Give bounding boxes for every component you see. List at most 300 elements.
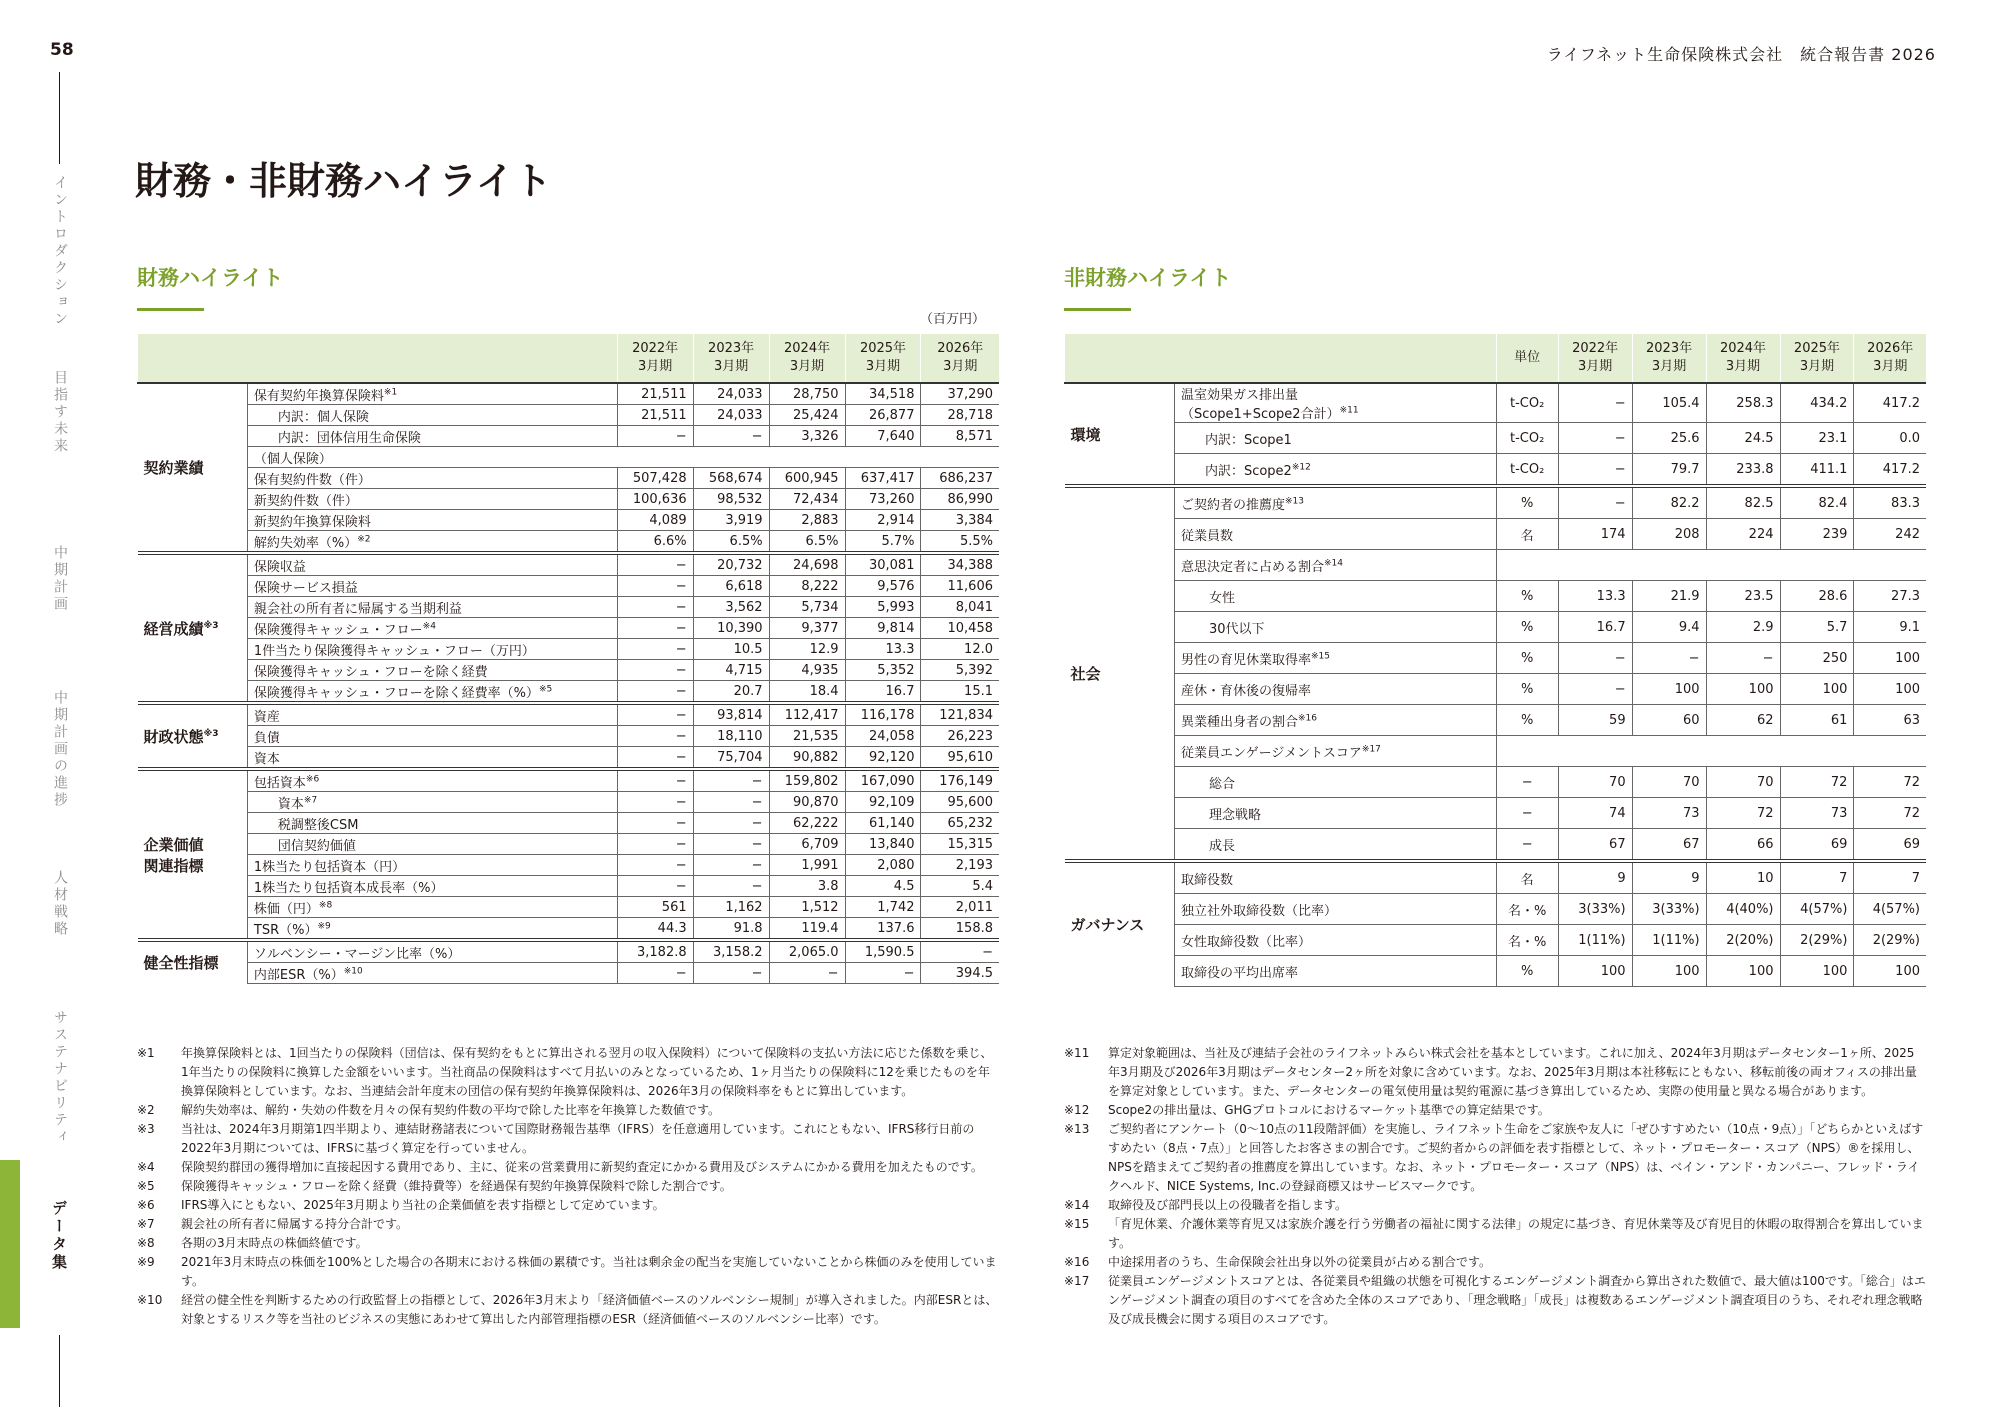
value-cell: 3.8	[769, 876, 845, 897]
value-cell: 1(11%)	[1558, 925, 1632, 956]
footnote-mark: ※5	[137, 1179, 155, 1193]
table-row	[1065, 798, 1927, 829]
value-cell: 69	[1854, 829, 1926, 862]
footnote-mark: ※2	[357, 534, 371, 545]
table-row	[138, 597, 1000, 618]
table-row	[138, 834, 1000, 855]
row-label	[1174, 829, 1496, 862]
value-cell: 98,532	[693, 489, 769, 510]
financial-section-title: 財務ハイライト	[137, 266, 284, 290]
value-cell: 18,110	[693, 726, 769, 747]
row-label	[247, 747, 617, 770]
value-cell: 9	[1632, 861, 1706, 894]
category-label: 環境	[1065, 383, 1175, 486]
value-cell: 82.4	[1780, 486, 1854, 519]
value-cell: −	[921, 940, 999, 963]
value-cell: 100	[1706, 674, 1780, 705]
footnote-mark: ※16	[1064, 1255, 1090, 1269]
row-label-text: （個人保険）	[253, 451, 332, 467]
footnote-mark: ※6	[305, 774, 320, 785]
value-cell: 3(33%)	[1558, 894, 1632, 925]
value-cell: −	[617, 726, 693, 747]
row-label	[1174, 705, 1496, 736]
value-cell: 258.3	[1706, 383, 1780, 423]
unit-cell: %	[1496, 643, 1558, 674]
footnote-text: 保険獲得キャッシュ・フローを除く経費（維持費等）を経過保有契約年換算保険料で除した割合です。	[181, 1179, 732, 1193]
footnote-mark: ※9	[137, 1255, 155, 1269]
row-label	[1174, 454, 1496, 487]
value-cell: 90,870	[769, 792, 845, 813]
table-row	[138, 747, 1000, 770]
footnote-mark: ※10	[343, 966, 363, 977]
footnote-text: 親会社の所有者に帰属する持分合計です。	[181, 1217, 409, 1231]
value-cell: 2,914	[845, 510, 921, 531]
row-label	[247, 855, 617, 876]
table-row	[138, 681, 1000, 704]
value-cell: 2(29%)	[1780, 925, 1854, 956]
category-name: 健全性指標	[143, 954, 219, 973]
value-cell: 28,750	[769, 383, 845, 405]
value-cell: 4(40%)	[1706, 894, 1780, 925]
sidebar-item[interactable]: サステナビリティ	[52, 1010, 68, 1146]
row-label-text: 取締役数	[1180, 872, 1233, 888]
value-cell: 3,182.8	[617, 940, 693, 963]
value-cell: 62	[1706, 705, 1780, 736]
table-row	[138, 447, 1000, 468]
footnote-mark: ※11	[1064, 1046, 1090, 1060]
row-label-text: 内訳：Scope1	[1204, 432, 1292, 448]
value-cell: 116,178	[845, 703, 921, 726]
category-label	[138, 383, 248, 553]
value-cell: 13.3	[1558, 581, 1632, 612]
value-cell: 9,377	[769, 618, 845, 639]
row-label-text: 親会社の所有者に帰属する当期利益	[253, 601, 462, 617]
row-label	[1174, 612, 1496, 643]
table-row	[1065, 829, 1927, 862]
footnote-text: 年換算保険料とは、1回当たりの保険料（団信は、保有契約をもとに算出される翌月の収入保険料）について保険料の支払い方法に応じた係数を乗じ、1年当たりの保険料に換算した金額をいいます。当社商品の保険料はすべて月払いのみとなっているため、1ヶ月当たりの保険料に12を乗じたものを年換算保険料としています。なお、当連結会計年度末の団信の保有契約年換算保険料は、2026年3月の保険料率をもとに算出しています。	[181, 1046, 993, 1098]
value-cell: 112,417	[769, 703, 845, 726]
footnote-text: 従業員エンゲージメントスコアとは、各従業員や組織の状態を可視化するエンゲージメント調査から算出された数値で、最大値は100です。「総合」はエンゲージメント調査の項目のすべてを含めた全体のスコアであり、「理念戦略」「成長」は複数あるエンゲージメント調査項目のうち、それぞれ理念戦略及び成長機会に関する項目のスコアです。	[1108, 1274, 1926, 1326]
row-label-text: TSR（%）	[253, 922, 318, 938]
row-label-text: 女性	[1208, 590, 1235, 606]
value-cell: 600,945	[769, 468, 845, 489]
category-label	[138, 769, 248, 940]
value-cell: 10,458	[921, 618, 999, 639]
value-cell: 4.5	[845, 876, 921, 897]
value-cell: 24,698	[769, 553, 845, 576]
row-label	[247, 897, 617, 918]
table-row	[1065, 767, 1927, 798]
footnote	[137, 1253, 999, 1291]
row-label	[247, 383, 617, 405]
nonfinancial-title-underline	[1064, 308, 1131, 311]
table-row	[138, 618, 1000, 639]
table-row	[138, 489, 1000, 510]
row-label	[1174, 861, 1496, 894]
value-cell: 27.3	[1854, 581, 1926, 612]
value-cell: 4,715	[693, 660, 769, 681]
value-cell: 686,237	[921, 468, 999, 489]
year-header: 2024年 3月期	[1706, 334, 1780, 383]
value-cell: 82.2	[1632, 486, 1706, 519]
row-label-text: 包括資本	[253, 775, 306, 791]
value-cell: −	[845, 963, 921, 984]
financial-footnotes	[137, 1044, 999, 1329]
row-label	[247, 681, 617, 704]
value-cell: 95,600	[921, 792, 999, 813]
category-label	[138, 703, 248, 769]
year-header: 2022年 3月期	[1558, 334, 1632, 383]
row-label	[1174, 519, 1496, 550]
table-row	[138, 963, 1000, 984]
value-cell: 1(11%)	[1632, 925, 1706, 956]
value-cell: 158.8	[921, 918, 999, 941]
value-cell: 176,149	[921, 769, 999, 792]
footnote-mark: ※4	[422, 621, 436, 632]
row-label-text: 解約失効率（%）	[253, 535, 358, 551]
footnote-mark: ※14	[1064, 1198, 1090, 1212]
footnote-text: 各期の3月末時点の株価終値です。	[181, 1236, 368, 1250]
row-label	[247, 618, 617, 639]
value-cell: 9.4	[1632, 612, 1706, 643]
footnote-mark: ※16	[1297, 713, 1317, 724]
footnote	[1064, 1272, 1926, 1329]
table-row	[1065, 643, 1927, 674]
value-cell: 11,606	[921, 576, 999, 597]
category-name: 企業価値 関連指標	[143, 835, 204, 875]
row-label	[1174, 550, 1496, 581]
category-label: ガバナンス	[1065, 861, 1175, 987]
sidebar-item[interactable]: データ集	[50, 1200, 68, 1272]
row-label	[1174, 674, 1496, 705]
row-label-text: 総合	[1208, 776, 1235, 792]
value-cell: 73,260	[845, 489, 921, 510]
value-cell: 2.9	[1706, 612, 1780, 643]
value-cell: 95,610	[921, 747, 999, 770]
footnote-mark: ※1	[383, 387, 398, 398]
value-cell: 100	[1780, 956, 1854, 987]
value-cell: 6.6%	[617, 531, 693, 554]
table-row	[1065, 612, 1927, 643]
value-cell: 37,290	[921, 383, 999, 405]
row-label-text: 1株当たり包括資本成長率（%）	[253, 880, 444, 896]
value-cell: 100,636	[617, 489, 693, 510]
value-cell: −	[617, 681, 693, 704]
value-cell: 239	[1780, 519, 1854, 550]
value-cell: 92,109	[845, 792, 921, 813]
value-cell: −	[1632, 643, 1706, 674]
footnote	[137, 1291, 999, 1329]
value-cell: −	[617, 747, 693, 770]
table-row	[138, 940, 1000, 963]
value-cell: 10,390	[693, 618, 769, 639]
value-cell: 86,990	[921, 489, 999, 510]
value-cell: 4,935	[769, 660, 845, 681]
table-row	[1065, 705, 1927, 736]
sidebar-item[interactable]: 人材戦略	[52, 870, 68, 938]
table-row	[138, 639, 1000, 660]
row-label-text: 内部ESR（%）	[253, 967, 344, 983]
footnote	[137, 1215, 999, 1234]
value-cell: 6,709	[769, 834, 845, 855]
value-cell: 5,734	[769, 597, 845, 618]
footnote-mark: ※12	[1291, 462, 1311, 473]
value-cell: 7	[1854, 861, 1926, 894]
row-label-text: 内訳：団体信用生命保険	[277, 430, 421, 446]
table-row	[138, 468, 1000, 489]
footnote-mark: ※6	[137, 1198, 155, 1212]
value-cell: 15.1	[921, 681, 999, 704]
table-row	[138, 703, 1000, 726]
value-cell: 12.0	[921, 639, 999, 660]
footnote-mark: ※15	[1310, 651, 1330, 662]
row-label	[247, 660, 617, 681]
row-label-text: 意思決定者に占める割合	[1180, 559, 1324, 575]
value-cell: 66	[1706, 829, 1780, 862]
value-cell: −	[617, 792, 693, 813]
footnote-text: 2021年3月末時点の株価を100%とした場合の各期末における株価の累積です。当社は剰余金の配当を実施していないことから株価のみを使用しています。	[181, 1255, 997, 1288]
row-label	[247, 963, 617, 984]
table-row	[138, 510, 1000, 531]
footnote-mark: ※5	[539, 684, 553, 695]
footnote	[137, 1196, 999, 1215]
value-cell: 21.9	[1632, 581, 1706, 612]
value-cell: −	[1558, 643, 1632, 674]
value-cell: −	[1558, 486, 1632, 519]
value-cell: 92,120	[845, 747, 921, 770]
row-label-text: 女性取締役数（比率）	[1180, 934, 1311, 950]
row-label-text: 新契約年換算保険料	[253, 514, 371, 530]
value-cell: 21,511	[617, 405, 693, 426]
value-cell: 79.7	[1632, 454, 1706, 487]
value-cell: 72	[1854, 767, 1926, 798]
table-row	[1065, 550, 1927, 581]
value-cell: 417.2	[1854, 454, 1926, 487]
value-cell: 233.8	[1706, 454, 1780, 487]
unit-cell: −	[1496, 829, 1558, 862]
unit-cell: 名	[1496, 519, 1558, 550]
footnote-mark: ※2	[137, 1103, 155, 1117]
row-label	[247, 531, 617, 554]
value-cell: 73	[1632, 798, 1706, 829]
value-cell: 61	[1780, 705, 1854, 736]
footnote-mark: ※17	[1361, 744, 1381, 755]
footnote-text: 保険契約群団の獲得増加に直接起因する費用であり、主に、従来の営業費用に新契約査定にかかる費用及びシステムにかかる費用を加えたものです。	[181, 1160, 983, 1174]
row-label-text: 保険獲得キャッシュ・フローを除く経費	[253, 664, 488, 680]
table-row	[138, 918, 1000, 941]
value-cell: 12.9	[769, 639, 845, 660]
value-cell: 224	[1706, 519, 1780, 550]
table-row	[1065, 581, 1927, 612]
row-label-text: 1件当たり保険獲得キャッシュ・フロー（万円）	[253, 643, 535, 659]
value-cell: 119.4	[769, 918, 845, 941]
row-label-text: 保険収益	[253, 559, 306, 575]
value-cell: 73	[1780, 798, 1854, 829]
value-cell: 100	[1632, 674, 1706, 705]
value-cell: 3,158.2	[693, 940, 769, 963]
value-cell: 100	[1632, 956, 1706, 987]
value-cell: 23.5	[1706, 581, 1780, 612]
value-cell: 4,089	[617, 510, 693, 531]
row-label-text: 保有契約年換算保険料	[253, 388, 384, 404]
nonfinancial-highlights-table	[1064, 334, 1926, 987]
value-cell: −	[617, 426, 693, 447]
footnote	[1064, 1044, 1926, 1101]
value-cell: 5.4	[921, 876, 999, 897]
value-cell: −	[693, 963, 769, 984]
footnote-mark: ※14	[1323, 558, 1343, 569]
value-cell: −	[1558, 454, 1632, 487]
value-cell: 16.7	[1558, 612, 1632, 643]
unit-cell: −	[1496, 767, 1558, 798]
footnote-mark: ※10	[137, 1293, 163, 1307]
value-cell: 167,090	[845, 769, 921, 792]
value-cell: 1,991	[769, 855, 845, 876]
table-row	[1065, 894, 1927, 925]
value-cell: 16.7	[845, 681, 921, 704]
value-cell: 121,834	[921, 703, 999, 726]
footnote-mark: ※4	[137, 1160, 155, 1174]
table-row	[138, 383, 1000, 405]
sidebar-item[interactable]: 中期計画の進捗	[52, 690, 68, 809]
value-cell: 8,041	[921, 597, 999, 618]
value-cell: 65,232	[921, 813, 999, 834]
row-label-text: 保険獲得キャッシュ・フロー	[253, 622, 423, 638]
row-label	[247, 918, 617, 941]
table-row	[1065, 519, 1927, 550]
value-cell: 5,993	[845, 597, 921, 618]
value-cell: 2,080	[845, 855, 921, 876]
row-label	[247, 597, 617, 618]
row-label-text: 従業員エンゲージメントスコア	[1180, 745, 1362, 761]
sidebar-item[interactable]: イントロダクション	[52, 175, 68, 328]
value-cell: −	[617, 597, 693, 618]
value-cell: 2,193	[921, 855, 999, 876]
footnote-text: 中途採用者のうち、生命保険会社出身以外の従業員が占める割合です。	[1108, 1255, 1492, 1269]
value-cell: 100	[1854, 956, 1926, 987]
row-label-text: 資本	[277, 796, 304, 812]
category-name: 契約業績	[143, 459, 204, 477]
row-label-text: 30代以下	[1208, 621, 1265, 637]
value-cell: 2,011	[921, 897, 999, 918]
value-cell: −	[617, 834, 693, 855]
row-label-text: ソルベンシー・マージン比率（%）	[253, 946, 461, 962]
value-cell: 28.6	[1780, 581, 1854, 612]
table-row	[138, 792, 1000, 813]
value-cell: 75,704	[693, 747, 769, 770]
value-cell: 100	[1854, 643, 1926, 674]
value-cell: 20,732	[693, 553, 769, 576]
unit-cell: −	[1496, 798, 1558, 829]
footnote-mark: ※11	[1339, 405, 1359, 416]
value-cell: −	[617, 813, 693, 834]
row-label-text: 独立社外取締役数（比率）	[1180, 903, 1337, 919]
page-title: 財務・非財務ハイライト	[135, 159, 552, 203]
value-cell: 4(57%)	[1780, 894, 1854, 925]
value-cell: 15,315	[921, 834, 999, 855]
footnote-text: 当社は、2024年3月期第1四半期より、連結財務諸表について国際財務報告基準（IFRS）を任意適用しています。これにともない、IFRS移行日前の2022年3月期については、IFRSに基づく算定を行っていません。	[181, 1122, 975, 1155]
row-label-text: 内訳：Scope2	[1204, 463, 1292, 479]
value-cell: 34,518	[845, 383, 921, 405]
row-label	[247, 703, 617, 726]
row-label-text: 男性の育児休業取得率	[1180, 652, 1311, 668]
table-row	[138, 813, 1000, 834]
footnote-mark: ※1	[137, 1046, 155, 1060]
year-header: 2026年 3月期	[1854, 334, 1926, 383]
value-cell: 20.7	[693, 681, 769, 704]
value-cell: 411.1	[1780, 454, 1854, 487]
row-label-text: 資産	[253, 709, 280, 725]
value-cell: 34,388	[921, 553, 999, 576]
value-cell: 93,814	[693, 703, 769, 726]
value-cell: 69	[1780, 829, 1854, 862]
value-cell: 13.3	[845, 639, 921, 660]
table-row	[1065, 925, 1927, 956]
value-cell: 59	[1558, 705, 1632, 736]
row-label-text: 1株当たり包括資本（円）	[253, 859, 406, 875]
table-row	[1065, 861, 1927, 894]
value-cell: −	[617, 703, 693, 726]
row-label	[247, 405, 617, 426]
table-row	[1065, 383, 1927, 423]
footnote	[137, 1158, 999, 1177]
sidebar-item[interactable]: 目指す未来	[52, 370, 68, 455]
value-cell: 24,033	[693, 383, 769, 405]
value-cell: −	[617, 855, 693, 876]
row-label-text: 団信契約価値	[277, 838, 356, 854]
row-label-text: 従業員数	[1180, 528, 1233, 544]
financial-title-underline	[137, 308, 204, 311]
row-label	[1174, 486, 1496, 519]
value-cell: −	[1558, 423, 1632, 454]
category-label	[138, 940, 248, 984]
table-row	[138, 660, 1000, 681]
value-cell: 44.3	[617, 918, 693, 941]
row-label-text: 産休・育休後の復帰率	[1180, 683, 1311, 699]
row-label-text: 理念戦略	[1208, 807, 1261, 823]
value-cell: 100	[1854, 674, 1926, 705]
row-label-text: 取締役の平均出席率	[1180, 965, 1298, 981]
row-label	[247, 792, 617, 813]
value-cell: −	[617, 876, 693, 897]
row-label	[1174, 423, 1496, 454]
row-label-text: 異業種出身者の割合	[1180, 714, 1298, 730]
sidebar-item[interactable]: 中期計画	[52, 545, 68, 613]
value-cell: 82.5	[1706, 486, 1780, 519]
value-cell: 61,140	[845, 813, 921, 834]
footnote	[137, 1234, 999, 1253]
footnote-text: IFRS導入にともない、2025年3月期より当社の企業価値を表す指標として定めています。	[181, 1198, 665, 1212]
footnote-mark: ※13	[1064, 1122, 1090, 1136]
footnote-text: 経営の健全性を判断するための行政監督上の指標として、2026年3月末より「経済価値ベースのソルベンシー規制」が導入されました。内部ESRとは、対象とするリスク等を当社のビジネスの実態にあわせて算出した内部管理指標のESR（経済価値ベースのソルベンシー比率）です。	[181, 1293, 998, 1326]
row-label-text: 株価（円）	[253, 901, 319, 917]
page-number: 58	[50, 40, 74, 60]
table-row	[1065, 736, 1927, 767]
row-label	[247, 489, 617, 510]
unit-cell: 名・%	[1496, 925, 1558, 956]
value-cell: −	[617, 769, 693, 792]
row-label	[247, 553, 617, 576]
value-cell: 5.7	[1780, 612, 1854, 643]
row-label	[1174, 767, 1496, 798]
value-cell: −	[769, 963, 845, 984]
value-cell: −	[693, 769, 769, 792]
value-cell: 72	[1780, 767, 1854, 798]
footnote-text: 「育児休業、介護休業等育児又は家族介護を行う労働者の福祉に関する法律」の規定に基づき、育児休業等及び育児目的休暇の取得割合を算出しています。	[1108, 1217, 1924, 1250]
row-label	[1174, 383, 1496, 423]
footnote-mark: ※17	[1064, 1274, 1090, 1288]
row-label-text: 保険獲得キャッシュ・フローを除く経費率（%）	[253, 685, 539, 701]
